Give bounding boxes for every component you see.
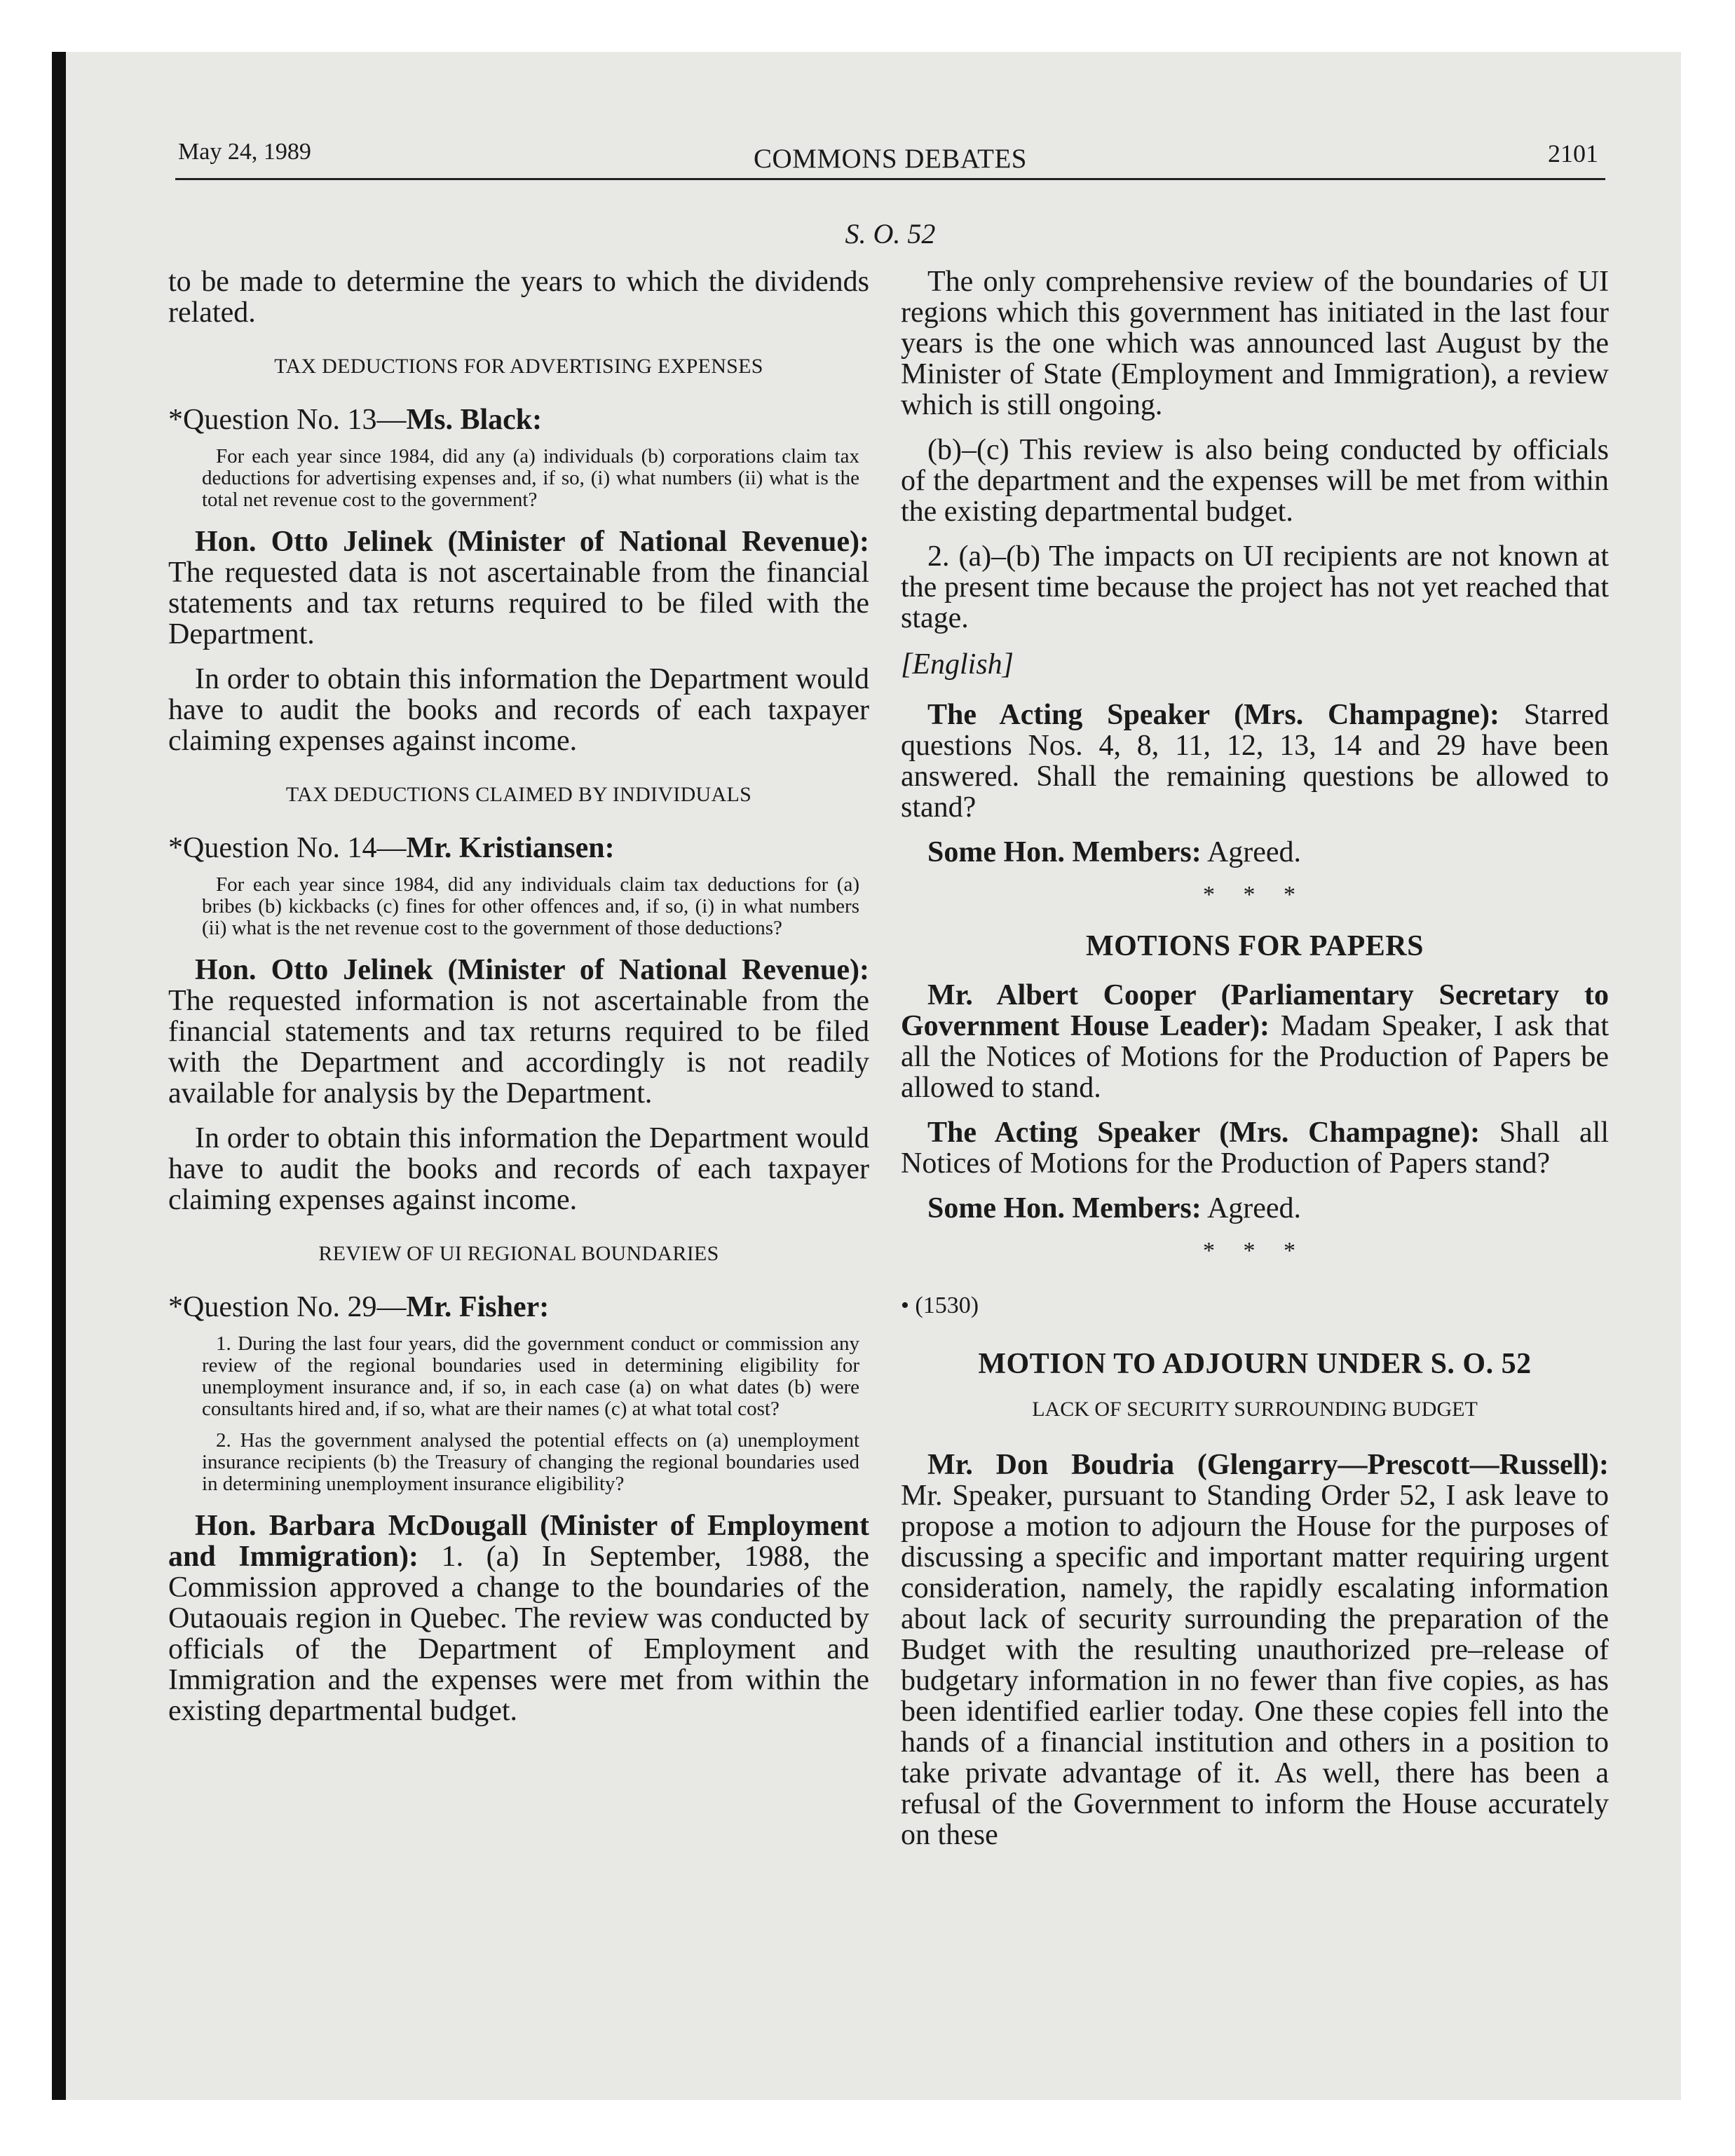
section-heading: MOTION TO ADJOURN UNDER S. O. 52 <box>978 1348 1532 1380</box>
speech-text: Shall all Notices of Motions for the Production of Papers stand? <box>901 1117 1609 1180</box>
section-heading: REVIEW OF UI REGIONAL BOUNDARIES <box>318 1242 719 1265</box>
speaker-name: Mr. Don Boudria (Glengarry—Prescott—Russell): <box>927 1449 1609 1481</box>
running-title: S. O. 52 <box>845 218 936 250</box>
speech-text: Mr. Speaker, pursuant to Standing Order 52, I ask leave to propose a motion to adjourn the House for the purposes of discussing a specific and important matter requiring urgent consideration, namely, the rapidly escalating information about lack of security surrounding the preparation of the Budget with the resulting unauthorized pre–release of budgetary information in no fewer than five copies, as has been identified earlier today. One these copies fell into the hands of a financial institution and others in a position to take private advantage of it. As well, there has been a refusal of the Government to inform the House accurately on these <box>901 1480 1609 1851</box>
question-line <box>168 832 869 864</box>
section-heading: MOTIONS FOR PAPERS <box>1086 930 1424 962</box>
speaker-paragraph <box>901 1193 1609 1224</box>
question-line <box>168 1291 869 1323</box>
document-page <box>168 133 1612 2040</box>
question-line <box>168 404 869 436</box>
speaker-paragraph <box>901 1117 1609 1179</box>
speech-text: Madam Speaker, I ask that all the Notices of Motions for the Production of Papers be allowed to stand. <box>901 1010 1609 1104</box>
speech-text: Starred questions Nos. 4, 8, 11, 12, 13, 14 and 29 have been answered. Shall the remaining questions be allowed to stand? <box>901 699 1609 824</box>
time-marker: • (1530) <box>901 1292 979 1318</box>
section-heading: TAX DEDUCTIONS FOR ADVERTISING EXPENSES <box>274 355 763 378</box>
paragraph: In order to obtain this information the Department would have to audit the books and records of each taxpayer claiming expenses against income. <box>168 1122 869 1216</box>
paragraph: (b)–(c) This review is also being conducted by officials of the department and the expenses will be met from within the existing departmental budget. <box>901 434 1609 528</box>
section-separator: * * * <box>1203 882 1307 908</box>
paragraph: In order to obtain this information the Department would have to audit the books and records of each taxpayer claiming expenses against income. <box>168 663 869 757</box>
section-separator: * * * <box>1203 1238 1307 1264</box>
paragraph: The only comprehensive review of the boundaries of UI regions which this government has initiated in the last four years is the one which was announced last August by the Minister of State (Employment and Immigration), a review which is still ongoing. <box>901 266 1609 421</box>
paragraph: 2. (a)–(b) The impacts on UI recipients are not known at the present time because the project has not yet reached that stage. <box>901 540 1609 634</box>
answer-paragraph <box>168 526 869 650</box>
speech-text: Agreed. <box>1201 836 1302 868</box>
speaker-name: The Acting Speaker (Mrs. Champagne): <box>927 1117 1481 1149</box>
speaker-name: Some Hon. Members: <box>927 1192 1202 1224</box>
answer-text: 1. (a) In September, 1988, the Commission approved a change to the boundaries of the Outaouais region in Quebec. The review was conducted by officials of the Department of Employment and Immigration and the expenses were met from within the existing departmental budget. <box>168 1541 869 1727</box>
question-text: 2. Has the government analysed the potential effects on (a) unemployment insurance recipients (b) the Treasury of changing the regional boundaries used in determining unemployment insurance eligibility? <box>202 1429 859 1495</box>
question-member: Mr. Fisher: <box>406 1291 550 1323</box>
answer-text: The requested information is not ascertainable from the financial statements and tax returns required to be filed with the Department and accordingly is not readily available for analysis by the Department. <box>168 985 869 1110</box>
speaker-name: Mr. Albert Cooper (Parliamentary Secretary to Government House Leader): <box>901 979 1609 1042</box>
speaker-paragraph <box>901 1449 1609 1850</box>
speaker-paragraph <box>901 980 1609 1103</box>
question-text: 1. During the last four years, did the government conduct or commission any review of the regional boundaries used in determining eligibility for unemployment insurance and, if so, in each case (a) on what dates (b) were consultants hired and, if so, what are their names (c) at what total cost? <box>202 1332 859 1420</box>
question-number: *Question No. 14— <box>168 832 407 864</box>
question-number: *Question No. 29— <box>168 1291 407 1323</box>
question-text: For each year since 1984, did any individuals claim tax deductions for (a) bribes (b) kickbacks (c) fines for other offences and, if so, (i) in what numbers (ii) what is the net revenue cost to the government of those deductions? <box>202 873 859 939</box>
left-column <box>168 266 869 1740</box>
speaker-name: Hon. Otto Jelinek (Minister of National Revenue): <box>195 526 869 558</box>
header-page-number: 2101 <box>1548 139 1598 168</box>
speaker-name: Hon. Barbara McDougall (Minister of Employment and Immigration): <box>168 1510 869 1573</box>
speaker-name: Hon. Otto Jelinek (Minister of National Revenue): <box>195 954 869 986</box>
speaker-paragraph <box>901 700 1609 823</box>
question-text: For each year since 1984, did any (a) individuals (b) corporations claim tax deductions for advertising expenses and, if so, (i) what numbers (ii) what is the total net revenue cost to the government? <box>202 445 859 511</box>
speaker-name: Some Hon. Members: <box>927 836 1202 868</box>
answer-paragraph <box>168 955 869 1109</box>
question-member: Mr. Kristiansen: <box>406 832 615 864</box>
question-member: Ms. Black: <box>406 404 543 436</box>
paragraph: to be made to determine the years to which the dividends related. <box>168 266 869 329</box>
speaker-paragraph <box>901 837 1609 868</box>
question-number: *Question No. 13— <box>168 404 407 436</box>
section-heading: TAX DEDUCTIONS CLAIMED BY INDIVIDUALS <box>285 783 752 806</box>
header-rule <box>175 178 1605 180</box>
speaker-name: The Acting Speaker (Mrs. Champagne): <box>927 699 1499 731</box>
answer-paragraph <box>168 1510 869 1726</box>
scan-border-edge <box>52 52 66 2100</box>
header-title: COMMONS DEBATES <box>754 144 1027 174</box>
header-date: May 24, 1989 <box>178 139 311 165</box>
speech-text: Agreed. <box>1201 1192 1302 1224</box>
sub-heading: LACK OF SECURITY SURROUNDING BUDGET <box>1032 1398 1478 1421</box>
page-header <box>168 133 1612 182</box>
answer-text: The requested data is not ascertainable from the financial statements and tax returns required to be filed with the Department. <box>168 557 869 650</box>
language-marker: [English] <box>901 648 1014 681</box>
right-column <box>901 266 1609 1864</box>
